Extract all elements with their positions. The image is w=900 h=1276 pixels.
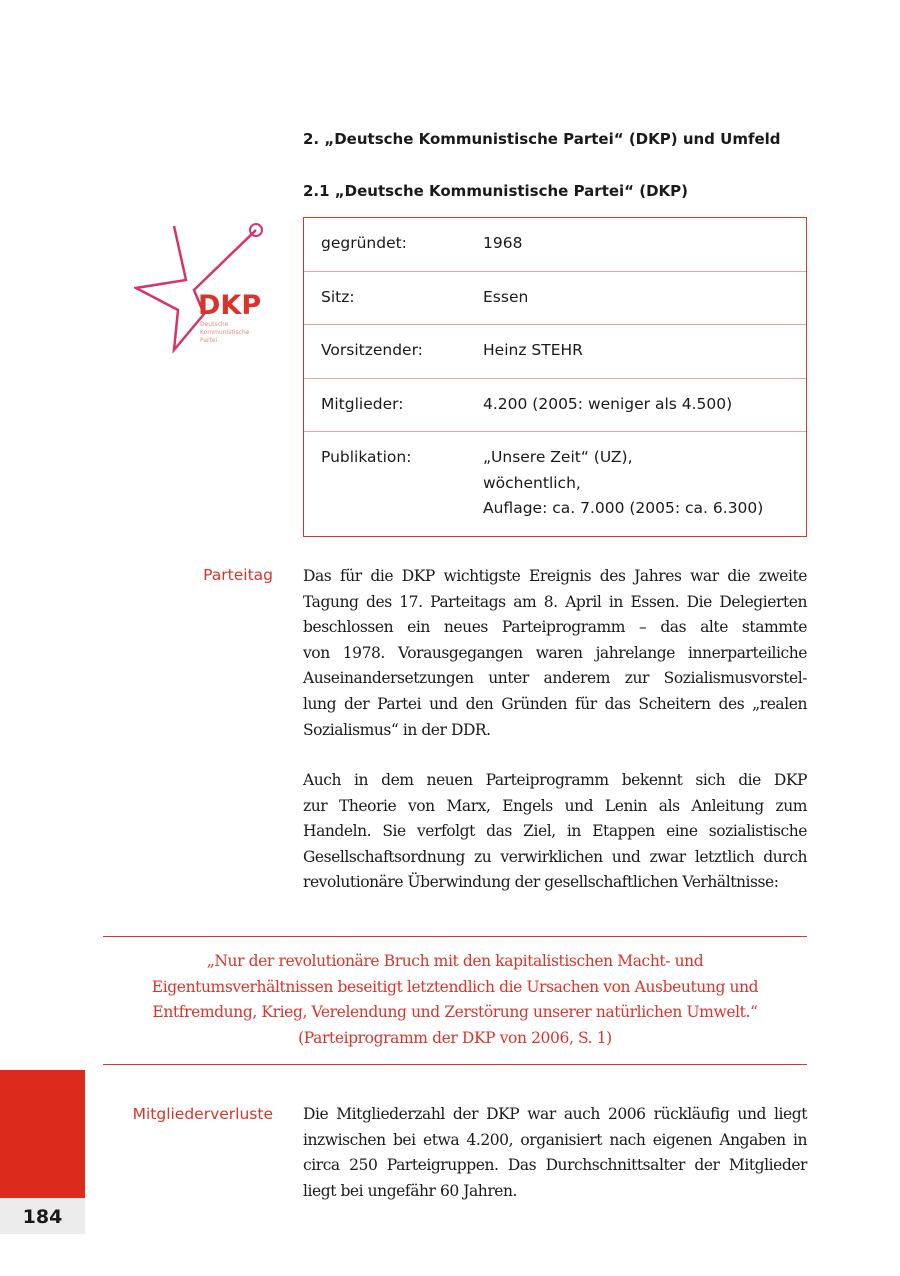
text-line: Die Mitgliederzahl der DKP war auch 2006 rückläufig und liegt xyxy=(303,1105,807,1123)
quote-citation: (Parteiprogramm der DKP von 2006, S. 1) xyxy=(298,1029,612,1048)
text-line: Sozialismus“ in der DDR. xyxy=(303,720,491,739)
value-line: 4.200 (2005: weniger als 4.500) xyxy=(483,394,733,413)
subsection-heading: 2.1 „Deutsche Kommunistische Partei“ (DKP) xyxy=(303,182,689,200)
table-row xyxy=(304,271,806,325)
text-line: inzwischen bei etwa 4.200, organisiert nach eigenen Angaben in xyxy=(303,1130,807,1149)
text-line: Handeln. Sie verfolgt das Ziel, in Etappen eine sozialistische xyxy=(303,822,807,841)
table-row xyxy=(304,378,806,432)
value-line: Auflage: ca. 7.000 (2005: ca. 6.300) xyxy=(483,499,764,517)
divider xyxy=(103,936,807,937)
paragraph xyxy=(303,768,807,896)
chapter-color-tab xyxy=(0,1070,85,1198)
text-line: von 1978. Vorausgegangen waren jahrelange innerparteiliche xyxy=(303,643,807,662)
text-line: beschlossen ein neues Parteiprogramm – das alte stammte xyxy=(303,618,807,637)
svg-text:Partei: Partei xyxy=(200,337,218,344)
table-row xyxy=(304,431,806,536)
dkp-logo xyxy=(134,218,280,354)
row-value xyxy=(483,392,732,418)
row-key: Vorsitzender: xyxy=(321,341,423,359)
text-line: lung der Partei und den Gründen für das Scheitern des „realen xyxy=(303,694,807,713)
table-row xyxy=(304,324,806,378)
paragraph xyxy=(303,1102,807,1204)
value-line: wöchentlich, xyxy=(483,473,581,492)
row-value xyxy=(483,285,528,311)
text-line: Tagung des 17. Parteitags am 8. April in Essen. Die Delegierten xyxy=(303,592,807,611)
text-line: liegt bei ungefähr 60 Jahren. xyxy=(303,1181,518,1200)
quote-line: Eigentumsverhältnissen beseitigt letztendlich die Ursachen von Ausbeutung und xyxy=(151,977,759,996)
row-value xyxy=(483,231,522,257)
text-line: zur Theorie von Marx, Engels und Lenin als Anleitung zum xyxy=(303,796,807,815)
quote-line: „Nur der revolutionäre Bruch mit den kapitalistischen Macht- und xyxy=(206,952,704,970)
svg-text:Deutsche: Deutsche xyxy=(200,321,229,328)
value-line: Essen xyxy=(483,287,529,306)
value-line: Heinz STEHR xyxy=(483,341,583,359)
value-line: „Unsere Zeit“ (UZ), xyxy=(483,448,633,466)
text-line: revolutionäre Überwindung der gesellschaftlichen Verhältnisse: xyxy=(303,873,779,892)
text-line: Das für die DKP wichtigste Ereignis des Jahres war die zweite xyxy=(303,567,807,585)
table-row xyxy=(304,218,806,271)
text-line: Gesellschaftsordnung zu verwirklichen und zwar letztlich durch xyxy=(303,847,807,866)
margin-label-parteitag: Parteitag xyxy=(203,566,273,584)
value-line: 1968 xyxy=(483,234,523,252)
svg-text:DKP: DKP xyxy=(198,290,262,321)
party-facts-table xyxy=(303,217,807,537)
page-number: 184 xyxy=(0,1198,85,1234)
divider xyxy=(103,1064,807,1065)
text-line: Auseinandersetzungen unter anderem zur Sozialismusvorstel- xyxy=(303,669,807,688)
svg-text:Kommunistische: Kommunistische xyxy=(200,329,250,336)
row-key: Publikation: xyxy=(321,448,412,466)
margin-label-mitgliederverluste: Mitgliederverluste xyxy=(132,1105,273,1123)
section-heading: 2. „Deutsche Kommunistische Partei“ (DKP) und Umfeld xyxy=(303,130,781,148)
row-value xyxy=(483,445,763,522)
text-line: circa 250 Parteigruppen. Das Durchschnittsalter der Mitglieder xyxy=(303,1156,807,1175)
row-value xyxy=(483,338,583,364)
quote-line: Entfremdung, Krieg, Verelendung und Zerstörung unserer natürlichen Umwelt.“ xyxy=(152,1003,758,1022)
paragraph xyxy=(303,564,807,743)
block-quote xyxy=(103,949,807,1052)
text-line: Auch in dem neuen Parteiprogramm bekennt sich die DKP xyxy=(303,771,807,789)
row-key: gegründet: xyxy=(321,234,407,252)
row-key: Sitz: xyxy=(321,287,355,306)
row-key: Mitglieder: xyxy=(321,394,404,413)
